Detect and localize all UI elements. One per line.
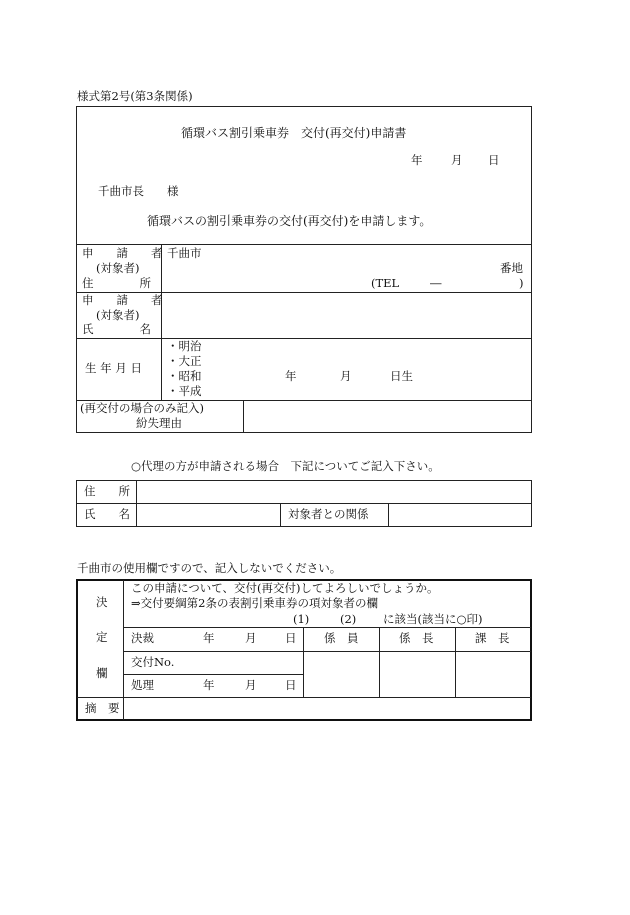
applicant-name-input[interactable] [167, 300, 517, 330]
city-name: 千曲市 [167, 246, 202, 260]
decision-label-2: 定 [96, 630, 108, 644]
kessai-month-label: 月 [245, 631, 257, 645]
agent-address-label: 住 所 [84, 484, 130, 498]
date-month-label: 月 [451, 153, 463, 167]
applicant-address-label-2: (対象者) [96, 261, 140, 275]
choice-2[interactable]: (2) [340, 612, 357, 626]
tel-dash: ― [430, 276, 442, 290]
divider [455, 627, 456, 697]
banchi-label: 番地 [500, 261, 523, 275]
decision-label-3: 欄 [96, 666, 108, 680]
agent-name-label: 氏 名 [84, 507, 130, 521]
relation-input[interactable] [394, 507, 526, 523]
tel-area-input[interactable] [402, 277, 424, 291]
divider [280, 503, 281, 527]
shori-label: 処理 [131, 678, 154, 692]
summary-input[interactable] [130, 701, 524, 717]
era-meiji[interactable]: ・明治 [167, 339, 202, 353]
address-input[interactable] [167, 262, 487, 276]
loss-reason-input[interactable] [249, 406, 525, 426]
shori-year-label: 年 [203, 678, 215, 692]
applicant-address-label-1: 申 請 者 [82, 246, 163, 260]
divider [123, 627, 531, 628]
summary-label: 摘 要 [85, 701, 120, 715]
applicant-name-label-2: (対象者) [96, 308, 140, 322]
applicant-address-label-3: 住 所 [82, 276, 151, 290]
divider [303, 627, 304, 697]
date-day-label: 日 [488, 153, 500, 167]
era-heisei[interactable]: ・平成 [167, 384, 202, 398]
birth-year-label: 年 [285, 369, 297, 383]
divider [76, 503, 532, 504]
kessai-day-label: 日 [285, 631, 297, 645]
tel-number-input[interactable] [446, 277, 516, 291]
divider [123, 674, 303, 675]
era-taisho[interactable]: ・大正 [167, 354, 202, 368]
kessai-year-label: 年 [203, 631, 215, 645]
era-showa[interactable]: ・昭和 [167, 369, 202, 383]
tel-open-label: (TEL [371, 276, 400, 290]
shori-day-label: 日 [285, 678, 297, 692]
divider [388, 503, 389, 527]
office-use-note: 千曲市の使用欄ですので、記入しないでください。 [77, 561, 342, 575]
agent-name-input[interactable] [142, 507, 274, 523]
shori-month-label: 月 [245, 678, 257, 692]
applicant-name-label-1: 申 請 者 [82, 293, 163, 307]
decision-label-1: 決 [96, 595, 108, 609]
applicant-name-label-3: 氏 名 [82, 322, 151, 336]
divider [379, 627, 380, 697]
reissue-note-label: (再交付の場合のみ記入) [80, 401, 204, 415]
divider [243, 400, 244, 433]
divider [123, 580, 124, 720]
tel-close-label: ) [519, 276, 524, 290]
choice-1[interactable]: (1) [293, 612, 310, 626]
kofu-number-label: 交付No. [131, 655, 175, 669]
form-title: 循環バス割引乗車券 交付(再交付)申請書 [181, 126, 407, 140]
loss-reason-label: 紛失理由 [136, 416, 182, 430]
divider [77, 697, 531, 698]
application-statement: 循環バスの割引乗車券の交付(再交付)を申請します。 [147, 214, 432, 228]
kakaricho-label: 係 長 [399, 631, 434, 645]
birth-month-label: 月 [340, 369, 352, 383]
divider [136, 480, 137, 527]
relation-label: 対象者との関係 [288, 507, 369, 521]
applicable-note: に該当(該当に○印) [383, 612, 483, 626]
approval-question: この申請について、交付(再交付)してよろしいでしょうか。 [131, 581, 439, 595]
kessai-label: 決裁 [131, 631, 154, 645]
date-year-label: 年 [411, 153, 423, 167]
kakariin-label: 係 員 [324, 631, 359, 645]
birth-day-label: 日生 [390, 369, 413, 383]
divider [161, 244, 162, 400]
divider [123, 651, 531, 652]
divider [76, 244, 532, 245]
form-number: 様式第2号(第3条関係) [77, 89, 193, 103]
eligibility-rule: ⇒交付要綱第2条の表割引乗車券の項対象者の欄 [131, 596, 378, 610]
kacho-label: 課 長 [475, 631, 510, 645]
agent-note: ○代理の方が申請される場合 下記についてご記入下さい。 [131, 459, 440, 473]
divider [76, 338, 532, 339]
agent-address-input[interactable] [142, 484, 526, 500]
addressee: 千曲市長 様 [98, 184, 179, 198]
birthdate-label: 生 年 月 日 [85, 361, 142, 375]
